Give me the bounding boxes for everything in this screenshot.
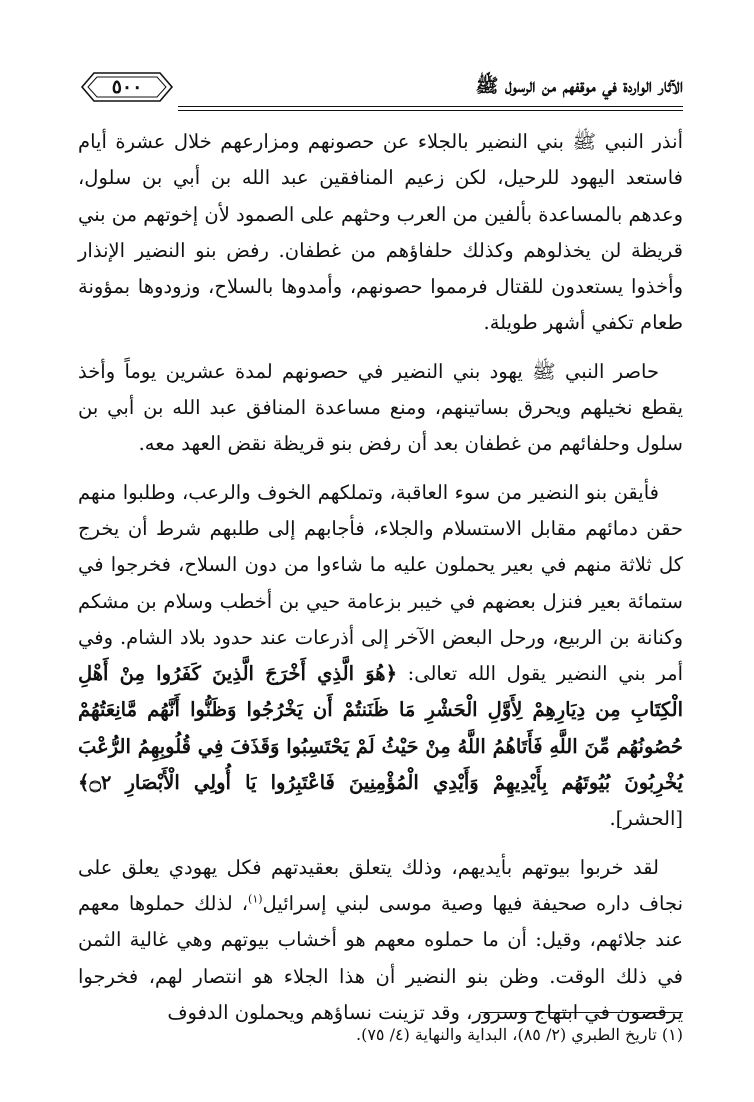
footnote-reference: (١) <box>248 892 263 906</box>
page-number: ٥٠٠ <box>111 76 143 98</box>
paragraph-4-continued: ، لذلك حملوها معهم عند جلائهم، وقيل: أن ما حملوه معهم هو أخشاب بيوتهم وهي غالية الثمن في ذلك الوقت. وظن بنو النضير أن هذا الجلاء هو انتصار لهم، فخرجوا يرقصون في ابتهاج وسرور، وقد تزينت نساؤهم ويحملون الدفوف <box>78 891 683 1024</box>
body-text <box>78 124 683 1031</box>
page-number-frame <box>78 70 176 104</box>
paragraph-1: أنذر النبي ﷺ بني النضير بالجلاء عن حصونهم ومزارعهم خلال عشرة أيام فاستعد اليهود للرحيل، لكن زعيم المنافقين عبد الله بن أبي بن سلول، وعدهم بالمساعدة بألفين من العرب وحثهم على الصمود لأن إخوتهم من بني قريظة لن يخذلوهم وكذلك حلفاؤهم من غطفان. رفض بنو النضير الإنذار وأخذوا يستعدون للقتال فرمموا حصونهم، وأمدوها بالسلاح، وزودوها بمؤونة طعام تكفي أشهر طويلة. <box>77 130 683 335</box>
header-rule-thin <box>178 110 683 111</box>
paragraph-4-text: لقد خربوا بيوتهم بأيديهم، وذلك يتعلق بعقيدتهم فكل يهودي يعلق على نجاف داره صحيفة فيها وصية موسى لبني إسرائيل <box>78 855 683 915</box>
quran-citation: [الحشر]. <box>609 807 683 831</box>
paragraph-4 <box>78 850 683 1031</box>
footnote-rule <box>480 1012 683 1013</box>
footnote: (١) تاريخ الطبري (٢/ ٨٥)، البداية والنهاية (٤/ ٧٥). <box>356 1025 683 1044</box>
running-header-title: الآثار الواردة في موقفهم من الرسول ﷺ <box>475 75 683 97</box>
header-rule <box>178 106 683 107</box>
page-header <box>78 66 683 118</box>
paragraph-3-text: فأيقن بنو النضير من سوء العاقبة، وتملكهم الخوف والرعب، وطلبوا منهم حقن دمائهم مقابل الاستسلام والجلاء، فأجابهم إلى طلبهم شرط أن يخرج كل ثلاثة منهم في بعير يحملون عليه ما شاءوا من دون السلاح، فخرجوا في ستمائة بعير فنزل بعضهم في خيبر بزعامة حيي بن أخطب وسلام بن مشكم وكنانة بن الربيع، ورحل البعض الآخر إلى أذرعات عند حدود بلاد الشام. وفي أمر بني النضير يقول الله تعالى: <box>78 480 683 686</box>
paragraph-3 <box>78 475 683 838</box>
quran-verse: ﴿هُوَ الَّذِي أَخْرَجَ الَّذِينَ كَفَرُوا مِنْ أَهْلِ الْكِتَابِ مِن دِيَارِهِمْ لِأَوَّلِ الْحَشْرِ مَا ظَنَنتُمْ أَن يَخْرُجُوا وَظَنُّوا أَنَّهُم مَّانِعَتُهُمْ حُصُونُهُم مِّنَ اللَّهِ فَأَتَاهُمُ اللَّهُ مِنْ حَيْثُ لَمْ يَحْتَسِبُوا وَقَذَفَ فِي قُلُوبِهِمُ الرُّعْبَ يُخْرِبُونَ بُيُوتَهُم بِأَيْدِيهِمْ وَأَيْدِي الْمُؤْمِنِينَ فَاعْتَبِرُوا يَا أُولِي الْأَبْصَارِ ۝٢﴾ <box>78 662 683 795</box>
paragraph-2: حاصر النبي ﷺ يهود بني النضير في حصونهم لمدة عشرين يوماً وأخذ يقطع نخيلهم ويحرق بساتينهم، ومنع مساعدة المنافق عبد الله بن أبي بن سلول وحلفائهم من غطفان بعد أن رفض بنو قريظة نقض العهد معه. <box>78 359 683 456</box>
